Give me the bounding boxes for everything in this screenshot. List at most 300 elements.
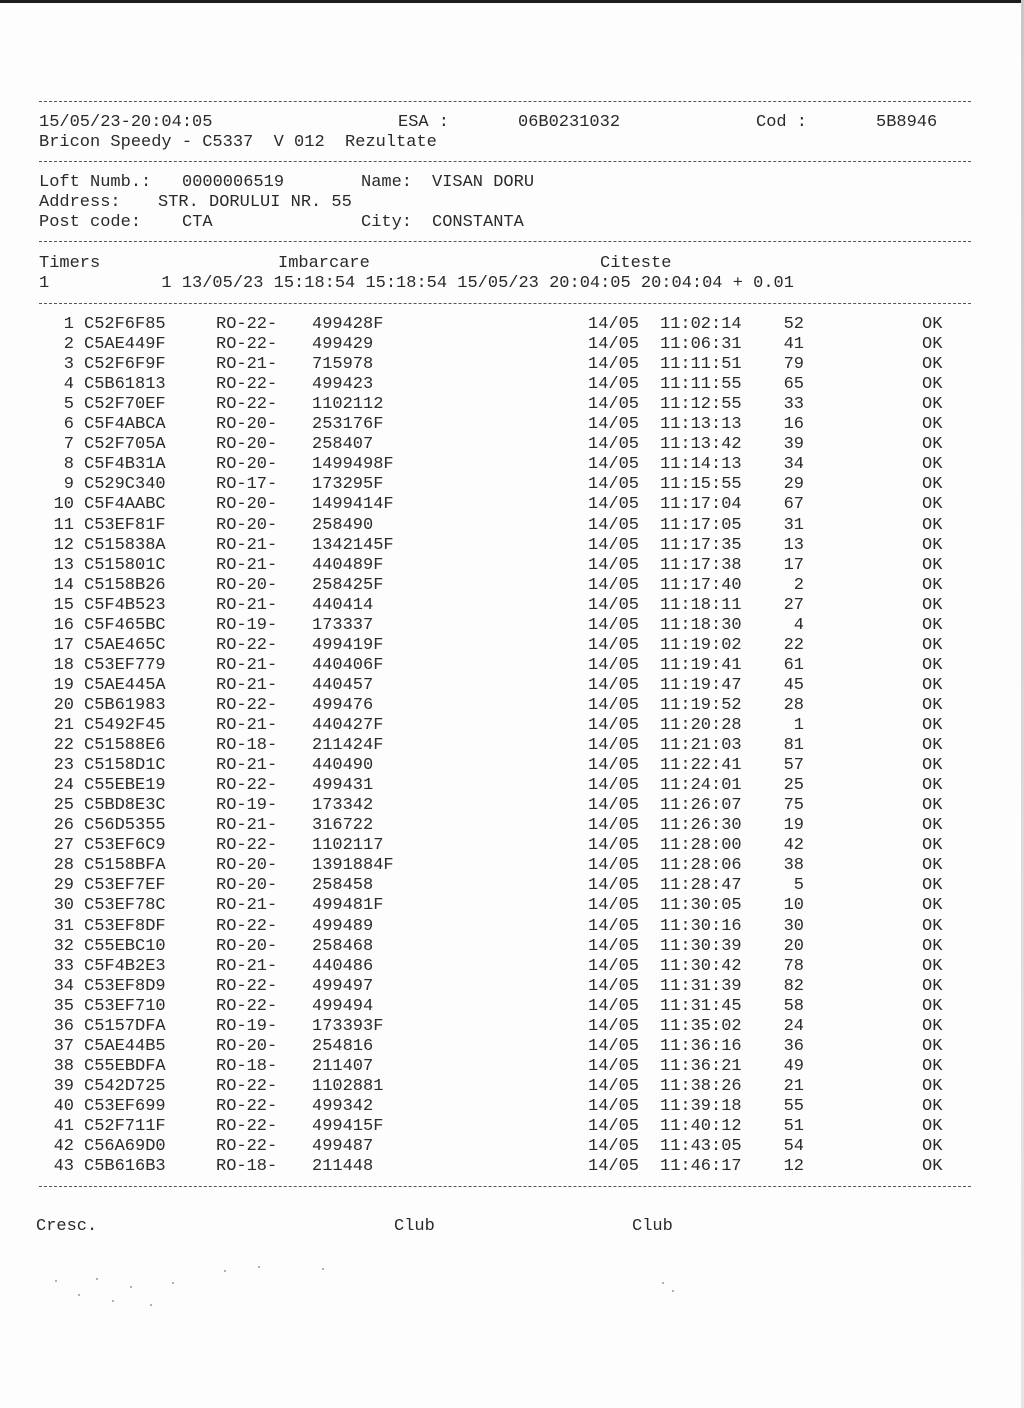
row-index: 43 xyxy=(53,1157,74,1177)
arrival-date: 14/05 xyxy=(588,355,640,375)
arrival-date: 14/05 xyxy=(588,1076,640,1096)
ring-position: 82 xyxy=(783,976,804,996)
table-row xyxy=(0,415,1024,435)
status-ok: OK xyxy=(922,1096,943,1116)
separator-line xyxy=(39,303,971,304)
ring-position: 38 xyxy=(783,856,804,876)
ring-number: 440489F xyxy=(312,555,384,575)
ring-number: 1102112 xyxy=(312,395,384,415)
row-index: 1 xyxy=(63,315,74,334)
row-index: 3 xyxy=(63,355,74,375)
arrival-date: 14/05 xyxy=(588,796,640,816)
table-row xyxy=(0,776,1024,796)
ring-prefix: RO-22- xyxy=(216,375,278,395)
ring-position: 39 xyxy=(783,435,804,455)
ring-position: 5 xyxy=(793,876,804,896)
status-ok: OK xyxy=(922,495,943,515)
table-row xyxy=(0,1097,1024,1117)
arrival-time: 11:06:31 xyxy=(660,335,742,355)
status-ok: OK xyxy=(922,615,943,635)
ring-number: 258458 xyxy=(312,876,374,896)
status-ok: OK xyxy=(922,836,943,856)
arrival-date: 14/05 xyxy=(588,1137,640,1157)
row-index: 38 xyxy=(53,1056,74,1076)
ring-code: C5158B26 xyxy=(84,575,166,595)
arrival-date: 14/05 xyxy=(588,836,640,856)
arrival-time: 11:30:42 xyxy=(660,956,742,976)
status-ok: OK xyxy=(922,956,943,976)
ring-number: 499481F xyxy=(312,896,384,916)
arrival-time: 11:40:12 xyxy=(660,1117,742,1136)
ring-position: 65 xyxy=(783,375,804,395)
arrival-time: 11:18:30 xyxy=(660,615,742,635)
ring-code: C5F4B2E3 xyxy=(84,956,166,976)
table-row xyxy=(0,516,1024,536)
ring-prefix: RO-20- xyxy=(216,936,278,956)
row-index: 33 xyxy=(53,956,74,976)
arrival-date: 14/05 xyxy=(588,435,640,455)
ring-position: 61 xyxy=(783,655,804,675)
arrival-date: 14/05 xyxy=(588,1117,640,1136)
ring-code: C51588E6 xyxy=(84,736,166,756)
table-row xyxy=(0,816,1024,836)
table-row xyxy=(0,536,1024,556)
ring-number: 258407 xyxy=(312,435,374,455)
status-ok: OK xyxy=(922,856,943,876)
arrival-time: 11:17:04 xyxy=(660,495,742,515)
ring-code: C55EBDFA xyxy=(84,1056,166,1076)
address-value: STR. DORULUI NR. 55 xyxy=(158,193,352,212)
arrival-date: 14/05 xyxy=(588,1096,640,1116)
status-ok: OK xyxy=(922,1016,943,1036)
imbarcare-label: Imbarcare xyxy=(278,254,370,273)
arrival-time: 11:17:40 xyxy=(660,575,742,595)
ring-number: 316722 xyxy=(312,816,374,836)
table-row xyxy=(0,896,1024,916)
status-ok: OK xyxy=(922,1117,943,1136)
status-ok: OK xyxy=(922,776,943,796)
status-ok: OK xyxy=(922,756,943,776)
arrival-time: 11:13:13 xyxy=(660,415,742,435)
ring-number: 715978 xyxy=(312,355,374,375)
arrival-date: 14/05 xyxy=(588,315,640,334)
table-row xyxy=(0,957,1024,977)
ring-code: C5158D1C xyxy=(84,756,166,776)
ring-position: 78 xyxy=(783,956,804,976)
ring-code: C52F6F9F xyxy=(84,355,166,375)
ring-prefix: RO-22- xyxy=(216,335,278,355)
arrival-time: 11:17:38 xyxy=(660,555,742,575)
arrival-time: 11:46:17 xyxy=(660,1157,742,1177)
row-index: 12 xyxy=(53,535,74,555)
ring-code: C5AE465C xyxy=(84,635,166,655)
ring-position: 45 xyxy=(783,675,804,695)
arrival-time: 11:19:47 xyxy=(660,675,742,695)
footer-club: Club xyxy=(394,1217,435,1236)
arrival-date: 14/05 xyxy=(588,375,640,395)
row-index: 30 xyxy=(53,896,74,916)
arrival-time: 11:35:02 xyxy=(660,1016,742,1036)
arrival-time: 11:36:16 xyxy=(660,1036,742,1056)
ring-prefix: RO-20- xyxy=(216,455,278,475)
ring-position: 20 xyxy=(783,936,804,956)
ring-prefix: RO-20- xyxy=(216,856,278,876)
table-row xyxy=(0,977,1024,997)
status-ok: OK xyxy=(922,976,943,996)
status-ok: OK xyxy=(922,1036,943,1056)
ring-code: C56D5355 xyxy=(84,816,166,836)
arrival-time: 11:17:05 xyxy=(660,515,742,535)
row-index: 5 xyxy=(63,395,74,415)
ring-number: 1499414F xyxy=(312,495,394,515)
ring-code: C542D725 xyxy=(84,1076,166,1096)
table-row xyxy=(0,475,1024,495)
ring-prefix: RO-22- xyxy=(216,315,278,334)
row-index: 14 xyxy=(53,575,74,595)
ring-code: C5BD8E3C xyxy=(84,796,166,816)
row-index: 26 xyxy=(53,816,74,836)
table-row xyxy=(0,1117,1024,1137)
footer-club: Club xyxy=(632,1217,673,1236)
ring-position: 24 xyxy=(783,1016,804,1036)
ring-code: C5AE445A xyxy=(84,675,166,695)
ring-code: C5B616B3 xyxy=(84,1157,166,1177)
ring-prefix: RO-22- xyxy=(216,996,278,1016)
ring-prefix: RO-22- xyxy=(216,916,278,936)
report-datetime: 15/05/23-20:04:05 xyxy=(39,113,213,132)
arrival-date: 14/05 xyxy=(588,535,640,555)
table-row xyxy=(0,656,1024,676)
ring-code: C56A69D0 xyxy=(84,1137,166,1157)
arrival-time: 11:28:06 xyxy=(660,856,742,876)
arrival-date: 14/05 xyxy=(588,335,640,355)
status-ok: OK xyxy=(922,395,943,415)
table-row xyxy=(0,495,1024,515)
ring-prefix: RO-22- xyxy=(216,836,278,856)
ring-code: C53EF699 xyxy=(84,1096,166,1116)
arrival-date: 14/05 xyxy=(588,675,640,695)
ring-code: C52F6F85 xyxy=(84,315,166,334)
row-index: 20 xyxy=(53,695,74,715)
ring-position: 34 xyxy=(783,455,804,475)
arrival-time: 11:43:05 xyxy=(660,1137,742,1157)
ring-number: 258425F xyxy=(312,575,384,595)
ring-code: C53EF8DF xyxy=(84,916,166,936)
row-index: 36 xyxy=(53,1016,74,1036)
table-row xyxy=(0,937,1024,957)
loft-label: Loft Numb.: xyxy=(39,173,152,192)
table-row xyxy=(0,455,1024,475)
status-ok: OK xyxy=(922,555,943,575)
ring-prefix: RO-21- xyxy=(216,535,278,555)
ring-number: 211407 xyxy=(312,1056,374,1076)
ring-position: 29 xyxy=(783,475,804,495)
ring-prefix: RO-20- xyxy=(216,876,278,896)
ring-code: C5F4AABC xyxy=(84,495,166,515)
table-row xyxy=(0,917,1024,937)
ring-position: 31 xyxy=(783,515,804,535)
ring-prefix: RO-20- xyxy=(216,515,278,535)
arrival-time: 11:12:55 xyxy=(660,395,742,415)
arrival-time: 11:11:55 xyxy=(660,375,742,395)
arrival-time: 11:38:26 xyxy=(660,1076,742,1096)
row-index: 19 xyxy=(53,675,74,695)
separator-line xyxy=(39,101,971,102)
arrival-date: 14/05 xyxy=(588,495,640,515)
ring-code: C5492F45 xyxy=(84,716,166,735)
status-ok: OK xyxy=(922,535,943,555)
ring-position: 10 xyxy=(783,896,804,916)
arrival-date: 14/05 xyxy=(588,475,640,495)
status-ok: OK xyxy=(922,936,943,956)
table-row xyxy=(0,435,1024,455)
table-row xyxy=(0,1077,1024,1097)
ring-number: 499487 xyxy=(312,1137,374,1157)
ring-number: 499497 xyxy=(312,976,374,996)
ring-number: 499423 xyxy=(312,375,374,395)
arrival-date: 14/05 xyxy=(588,615,640,635)
ring-position: 55 xyxy=(783,1096,804,1116)
citeste-label: Citeste xyxy=(600,254,672,273)
ring-position: 41 xyxy=(783,335,804,355)
table-row xyxy=(0,1037,1024,1057)
ring-number: 173295F xyxy=(312,475,384,495)
arrival-time: 11:14:13 xyxy=(660,455,742,475)
ring-number: 211424F xyxy=(312,736,384,756)
table-row xyxy=(0,395,1024,415)
row-index: 39 xyxy=(53,1076,74,1096)
row-index: 15 xyxy=(53,595,74,615)
ring-prefix: RO-18- xyxy=(216,1157,278,1177)
arrival-time: 11:24:01 xyxy=(660,776,742,796)
ring-number: 499494 xyxy=(312,996,374,1016)
ring-position: 58 xyxy=(783,996,804,1016)
ring-prefix: RO-21- xyxy=(216,716,278,735)
ring-prefix: RO-22- xyxy=(216,395,278,415)
ring-number: 499428F xyxy=(312,315,384,334)
ring-number: 258490 xyxy=(312,515,374,535)
ring-code: C5AE44B5 xyxy=(84,1036,166,1056)
ring-code: C53EF81F xyxy=(84,515,166,535)
arrival-date: 14/05 xyxy=(588,1056,640,1076)
ring-prefix: RO-22- xyxy=(216,1076,278,1096)
arrival-date: 14/05 xyxy=(588,716,640,735)
status-ok: OK xyxy=(922,475,943,495)
arrival-date: 14/05 xyxy=(588,956,640,976)
row-index: 8 xyxy=(63,455,74,475)
ring-prefix: RO-21- xyxy=(216,756,278,776)
arrival-date: 14/05 xyxy=(588,455,640,475)
table-row xyxy=(0,636,1024,656)
timer-line: 1 1 13/05/23 15:18:54 15:18:54 15/05/23 20:04:05 20:04:04 + 0.01 xyxy=(39,274,794,293)
ring-code: C52F711F xyxy=(84,1117,166,1136)
ring-code: C5F4ABCA xyxy=(84,415,166,435)
ring-prefix: RO-20- xyxy=(216,435,278,455)
ring-prefix: RO-21- xyxy=(216,816,278,836)
arrival-date: 14/05 xyxy=(588,856,640,876)
ring-number: 253176F xyxy=(312,415,384,435)
row-index: 6 xyxy=(63,415,74,435)
cod-label: Cod : xyxy=(756,113,808,132)
row-index: 40 xyxy=(53,1096,74,1116)
status-ok: OK xyxy=(922,896,943,916)
status-ok: OK xyxy=(922,796,943,816)
ring-number: 499415F xyxy=(312,1117,384,1136)
arrival-date: 14/05 xyxy=(588,1157,640,1177)
arrival-time: 11:22:41 xyxy=(660,756,742,776)
row-index: 28 xyxy=(53,856,74,876)
status-ok: OK xyxy=(922,996,943,1016)
row-index: 9 xyxy=(63,475,74,495)
arrival-date: 14/05 xyxy=(588,996,640,1016)
ring-prefix: RO-21- xyxy=(216,595,278,615)
arrival-time: 11:30:39 xyxy=(660,936,742,956)
ring-prefix: RO-22- xyxy=(216,776,278,796)
ring-number: 258468 xyxy=(312,936,374,956)
table-row xyxy=(0,836,1024,856)
ring-position: 52 xyxy=(783,315,804,334)
row-index: 11 xyxy=(53,515,74,535)
ring-number: 173342 xyxy=(312,796,374,816)
ring-position: 12 xyxy=(783,1157,804,1177)
arrival-time: 11:11:51 xyxy=(660,355,742,375)
table-row xyxy=(0,1017,1024,1037)
ring-number: 1342145F xyxy=(312,535,394,555)
row-index: 17 xyxy=(53,635,74,655)
arrival-date: 14/05 xyxy=(588,695,640,715)
table-row xyxy=(0,696,1024,716)
ring-position: 57 xyxy=(783,756,804,776)
ring-position: 75 xyxy=(783,796,804,816)
separator-line xyxy=(39,161,971,162)
ring-prefix: RO-20- xyxy=(216,1036,278,1056)
row-index: 34 xyxy=(53,976,74,996)
ring-prefix: RO-20- xyxy=(216,495,278,515)
ring-code: C53EF7EF xyxy=(84,876,166,896)
row-index: 42 xyxy=(53,1137,74,1157)
ring-position: 16 xyxy=(783,415,804,435)
ring-prefix: RO-22- xyxy=(216,1137,278,1157)
city-label: City: xyxy=(361,213,413,232)
row-index: 2 xyxy=(63,335,74,355)
table-row xyxy=(0,315,1024,335)
table-row xyxy=(0,616,1024,636)
status-ok: OK xyxy=(922,876,943,896)
table-row xyxy=(0,596,1024,616)
arrival-date: 14/05 xyxy=(588,1016,640,1036)
status-ok: OK xyxy=(922,595,943,615)
arrival-time: 11:17:35 xyxy=(660,535,742,555)
arrival-date: 14/05 xyxy=(588,515,640,535)
ring-number: 211448 xyxy=(312,1157,374,1177)
ring-code: C5B61813 xyxy=(84,375,166,395)
loft-value: 0000006519 xyxy=(182,173,285,192)
status-ok: OK xyxy=(922,315,943,334)
row-index: 24 xyxy=(53,776,74,796)
ring-prefix: RO-21- xyxy=(216,675,278,695)
arrival-time: 11:39:18 xyxy=(660,1096,742,1116)
ring-position: 33 xyxy=(783,395,804,415)
table-row xyxy=(0,736,1024,756)
cod-value: 5B8946 xyxy=(876,113,938,132)
arrival-date: 14/05 xyxy=(588,896,640,916)
arrival-date: 14/05 xyxy=(588,635,640,655)
ring-prefix: RO-22- xyxy=(216,1096,278,1116)
row-index: 7 xyxy=(63,435,74,455)
name-label: Name: xyxy=(361,173,413,192)
ring-position: 81 xyxy=(783,736,804,756)
arrival-date: 14/05 xyxy=(588,1036,640,1056)
ring-position: 54 xyxy=(783,1137,804,1157)
row-index: 35 xyxy=(53,996,74,1016)
arrival-time: 11:19:41 xyxy=(660,655,742,675)
ring-position: 51 xyxy=(783,1117,804,1136)
row-index: 18 xyxy=(53,655,74,675)
row-index: 32 xyxy=(53,936,74,956)
name-value: VISAN DORU xyxy=(432,173,535,192)
timers-label: Timers xyxy=(39,254,101,273)
table-row xyxy=(0,375,1024,395)
ring-code: C5AE449F xyxy=(84,335,166,355)
ring-code: C5B61983 xyxy=(84,695,166,715)
ring-code: C55EBE19 xyxy=(84,776,166,796)
ring-position: 19 xyxy=(783,816,804,836)
ring-number: 440414 xyxy=(312,595,374,615)
arrival-date: 14/05 xyxy=(588,976,640,996)
status-ok: OK xyxy=(922,716,943,735)
ring-code: C53EF6C9 xyxy=(84,836,166,856)
row-index: 27 xyxy=(53,836,74,856)
ring-position: 21 xyxy=(783,1076,804,1096)
table-row xyxy=(0,716,1024,736)
ring-number: 1499498F xyxy=(312,455,394,475)
status-ok: OK xyxy=(922,515,943,535)
ring-position: 67 xyxy=(783,495,804,515)
status-ok: OK xyxy=(922,335,943,355)
ring-number: 173393F xyxy=(312,1016,384,1036)
row-index: 37 xyxy=(53,1036,74,1056)
ring-prefix: RO-17- xyxy=(216,475,278,495)
ring-code: C55EBC10 xyxy=(84,936,166,956)
ring-prefix: RO-19- xyxy=(216,1016,278,1036)
row-index: 13 xyxy=(53,555,74,575)
ring-number: 173337 xyxy=(312,615,374,635)
ring-number: 499431 xyxy=(312,776,374,796)
arrival-time: 11:19:52 xyxy=(660,695,742,715)
ring-number: 499419F xyxy=(312,635,384,655)
ring-number: 499342 xyxy=(312,1096,374,1116)
ring-position: 42 xyxy=(783,836,804,856)
ring-position: 22 xyxy=(783,635,804,655)
ring-position: 4 xyxy=(793,615,804,635)
ring-position: 28 xyxy=(783,695,804,715)
table-row xyxy=(0,556,1024,576)
ring-number: 440427F xyxy=(312,716,384,735)
ring-code: C53EF8D9 xyxy=(84,976,166,996)
status-ok: OK xyxy=(922,1137,943,1157)
ring-code: C52F70EF xyxy=(84,395,166,415)
status-ok: OK xyxy=(922,575,943,595)
arrival-time: 11:18:11 xyxy=(660,595,742,615)
ring-number: 1102881 xyxy=(312,1076,384,1096)
table-row xyxy=(0,1137,1024,1157)
ring-prefix: RO-21- xyxy=(216,355,278,375)
table-row xyxy=(0,676,1024,696)
ring-code: C5157DFA xyxy=(84,1016,166,1036)
arrival-time: 11:19:02 xyxy=(660,635,742,655)
ring-position: 2 xyxy=(793,575,804,595)
ring-position: 25 xyxy=(783,776,804,796)
